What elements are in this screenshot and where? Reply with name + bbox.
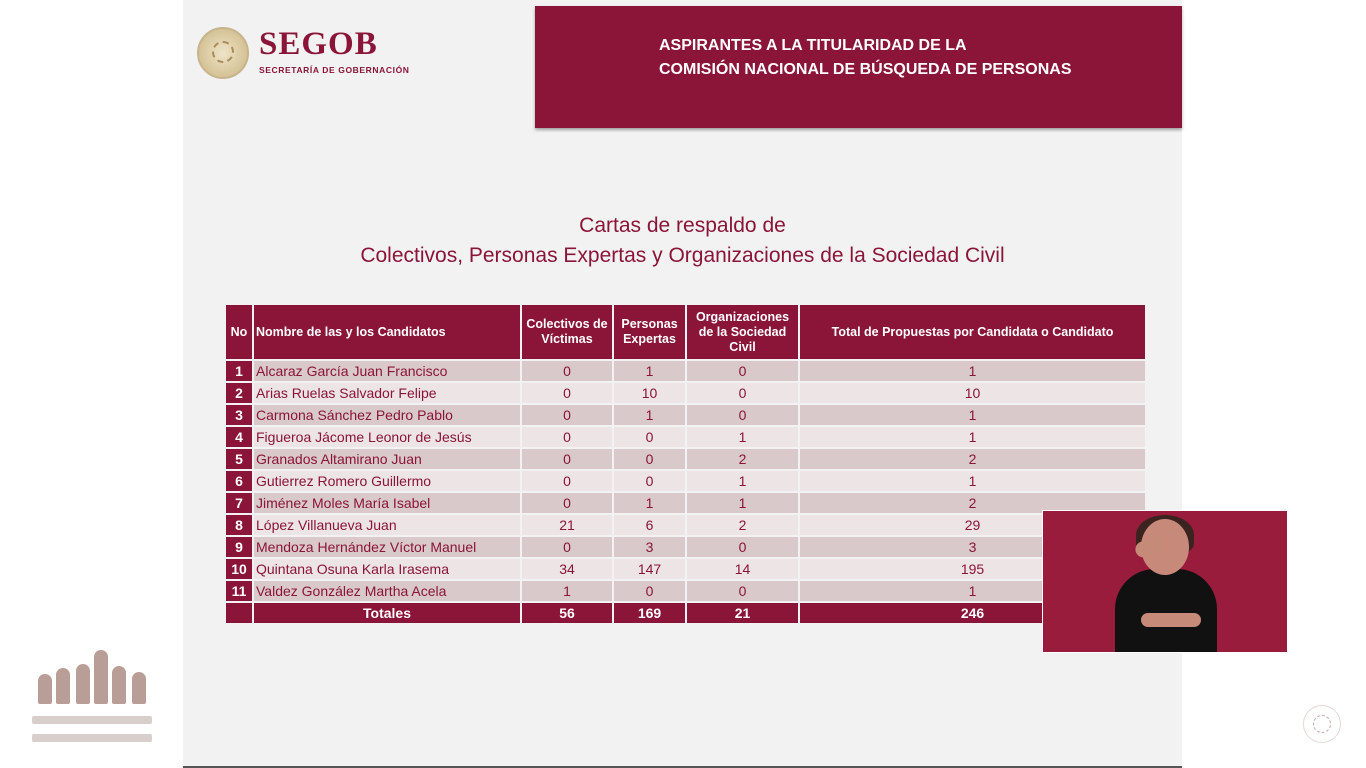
- total-count: 1: [800, 405, 1145, 425]
- column-header-name: Nombre de las y los Candidatos: [254, 305, 520, 359]
- total-count: 1: [800, 581, 1145, 601]
- total-count: 1: [800, 427, 1145, 447]
- colectivos-count: 0: [522, 471, 612, 491]
- colectivos-count: 0: [522, 427, 612, 447]
- expertas-count: 0: [614, 581, 685, 601]
- candidate-name: Mendoza Hernández Víctor Manuel: [254, 537, 520, 557]
- totals-expertas: 169: [614, 603, 685, 623]
- row-number: 2: [226, 383, 252, 403]
- candidate-name: Jiménez Moles María Isabel: [254, 493, 520, 513]
- colectivos-count: 21: [522, 515, 612, 535]
- total-count: 10: [800, 383, 1145, 403]
- totals-no-cell: [226, 603, 252, 623]
- table-header-row: [226, 305, 1145, 359]
- slide-heading-line-1: Cartas de respaldo de: [579, 214, 786, 237]
- emblem-figure: [38, 674, 52, 704]
- table-row: [226, 427, 1145, 447]
- expertas-count: 0: [614, 449, 685, 469]
- emblem-figure: [76, 664, 90, 704]
- organizaciones-count: 0: [687, 537, 798, 557]
- expertas-count: 147: [614, 559, 685, 579]
- column-header-expertas: Personas Expertas: [614, 305, 685, 359]
- expertas-count: 6: [614, 515, 685, 535]
- gobierno-de-mexico-icon: [1303, 705, 1341, 743]
- totals-organizaciones: 21: [687, 603, 798, 623]
- emblem-figure: [56, 668, 70, 704]
- colectivos-count: 34: [522, 559, 612, 579]
- table-row: [226, 493, 1145, 513]
- mexican-eagle-seal-icon: [197, 27, 249, 79]
- column-header-organizaciones: Organizaciones de la Sociedad Civil: [687, 305, 798, 359]
- table-row: [226, 471, 1145, 491]
- organizaciones-count: 1: [687, 493, 798, 513]
- banner-title-line-1: ASPIRANTES A LA TITULARIDAD DE LA: [659, 37, 967, 54]
- emblem-caption-bar: [32, 734, 152, 742]
- organizaciones-count: 0: [687, 383, 798, 403]
- table-row: [226, 449, 1145, 469]
- colectivos-count: 0: [522, 493, 612, 513]
- column-header-no: No: [226, 305, 252, 359]
- organizaciones-count: 1: [687, 427, 798, 447]
- table-row: [226, 559, 1145, 579]
- segob-logo-subtitle: SECRETARÍA DE GOBERNACIÓN: [259, 65, 410, 75]
- row-number: 11: [226, 581, 252, 601]
- row-number: 3: [226, 405, 252, 425]
- candidate-name: Granados Altamirano Juan: [254, 449, 520, 469]
- interpreter-hands-lower: [1141, 613, 1201, 627]
- row-number: 5: [226, 449, 252, 469]
- emblem-figure: [94, 650, 108, 704]
- row-number: 4: [226, 427, 252, 447]
- colectivos-count: 0: [522, 383, 612, 403]
- expertas-count: 1: [614, 493, 685, 513]
- emblem-figure: [112, 666, 126, 704]
- banner-title-line-2: COMISIÓN NACIONAL DE BÚSQUEDA DE PERSONAS: [659, 61, 1072, 78]
- table-row: [226, 515, 1145, 535]
- table-body: [226, 361, 1145, 601]
- expertas-count: 3: [614, 537, 685, 557]
- table-row: [226, 383, 1145, 403]
- expertas-count: 1: [614, 405, 685, 425]
- candidate-name: Figueroa Jácome Leonor de Jesús: [254, 427, 520, 447]
- candidate-name: Arias Ruelas Salvador Felipe: [254, 383, 520, 403]
- organizaciones-count: 14: [687, 559, 798, 579]
- totals-total: 246: [800, 603, 1145, 623]
- emblem-figure: [132, 672, 146, 704]
- column-header-total: Total de Propuestas por Candidata o Candidato: [800, 305, 1145, 359]
- colectivos-count: 0: [522, 361, 612, 381]
- title-banner: [535, 6, 1182, 128]
- organizaciones-count: 1: [687, 471, 798, 491]
- organizaciones-count: 2: [687, 515, 798, 535]
- colectivos-count: 0: [522, 405, 612, 425]
- sign-language-interpreter: [1042, 510, 1288, 653]
- organizaciones-count: 2: [687, 449, 798, 469]
- colectivos-count: 0: [522, 537, 612, 557]
- expertas-count: 0: [614, 471, 685, 491]
- table-row: [226, 581, 1145, 601]
- emblem-caption-bar: [32, 716, 152, 724]
- colectivos-count: 0: [522, 449, 612, 469]
- table-row: [226, 405, 1145, 425]
- total-count: 3: [800, 537, 1145, 557]
- organizaciones-count: 0: [687, 361, 798, 381]
- expertas-count: 0: [614, 427, 685, 447]
- candidate-name: Valdez González Martha Acela: [254, 581, 520, 601]
- candidate-name: López Villanueva Juan: [254, 515, 520, 535]
- row-number: 9: [226, 537, 252, 557]
- slide-heading-line-2: Colectivos, Personas Expertas y Organizaciones de la Sociedad Civil: [360, 244, 1005, 267]
- organizaciones-count: 0: [687, 405, 798, 425]
- total-count: 2: [800, 449, 1145, 469]
- colectivos-count: 1: [522, 581, 612, 601]
- segob-logo-text: SEGOB: [259, 26, 378, 62]
- interpreter-body: [1115, 569, 1217, 653]
- organizaciones-count: 0: [687, 581, 798, 601]
- table-row: [226, 361, 1145, 381]
- row-number: 8: [226, 515, 252, 535]
- totals-label: Totales: [254, 603, 520, 623]
- row-number: 6: [226, 471, 252, 491]
- totals-row: [226, 603, 1145, 623]
- expertas-count: 1: [614, 361, 685, 381]
- column-header-colectivos: Colectivos de Víctimas: [522, 305, 612, 359]
- row-number: 1: [226, 361, 252, 381]
- row-number: 10: [226, 559, 252, 579]
- historical-figures-emblem: [32, 630, 157, 752]
- total-count: 29: [800, 515, 1145, 535]
- candidate-name: Gutierrez Romero Guillermo: [254, 471, 520, 491]
- total-count: 2: [800, 493, 1145, 513]
- candidates-table: [224, 303, 1147, 625]
- total-count: 1: [800, 361, 1145, 381]
- candidate-name: Alcaraz García Juan Francisco: [254, 361, 520, 381]
- total-count: 1: [800, 471, 1145, 491]
- total-count: 195: [800, 559, 1145, 579]
- row-number: 7: [226, 493, 252, 513]
- candidate-name: Carmona Sánchez Pedro Pablo: [254, 405, 520, 425]
- table-row: [226, 537, 1145, 557]
- totals-colectivos: 56: [522, 603, 612, 623]
- expertas-count: 10: [614, 383, 685, 403]
- candidate-name: Quintana Osuna Karla Irasema: [254, 559, 520, 579]
